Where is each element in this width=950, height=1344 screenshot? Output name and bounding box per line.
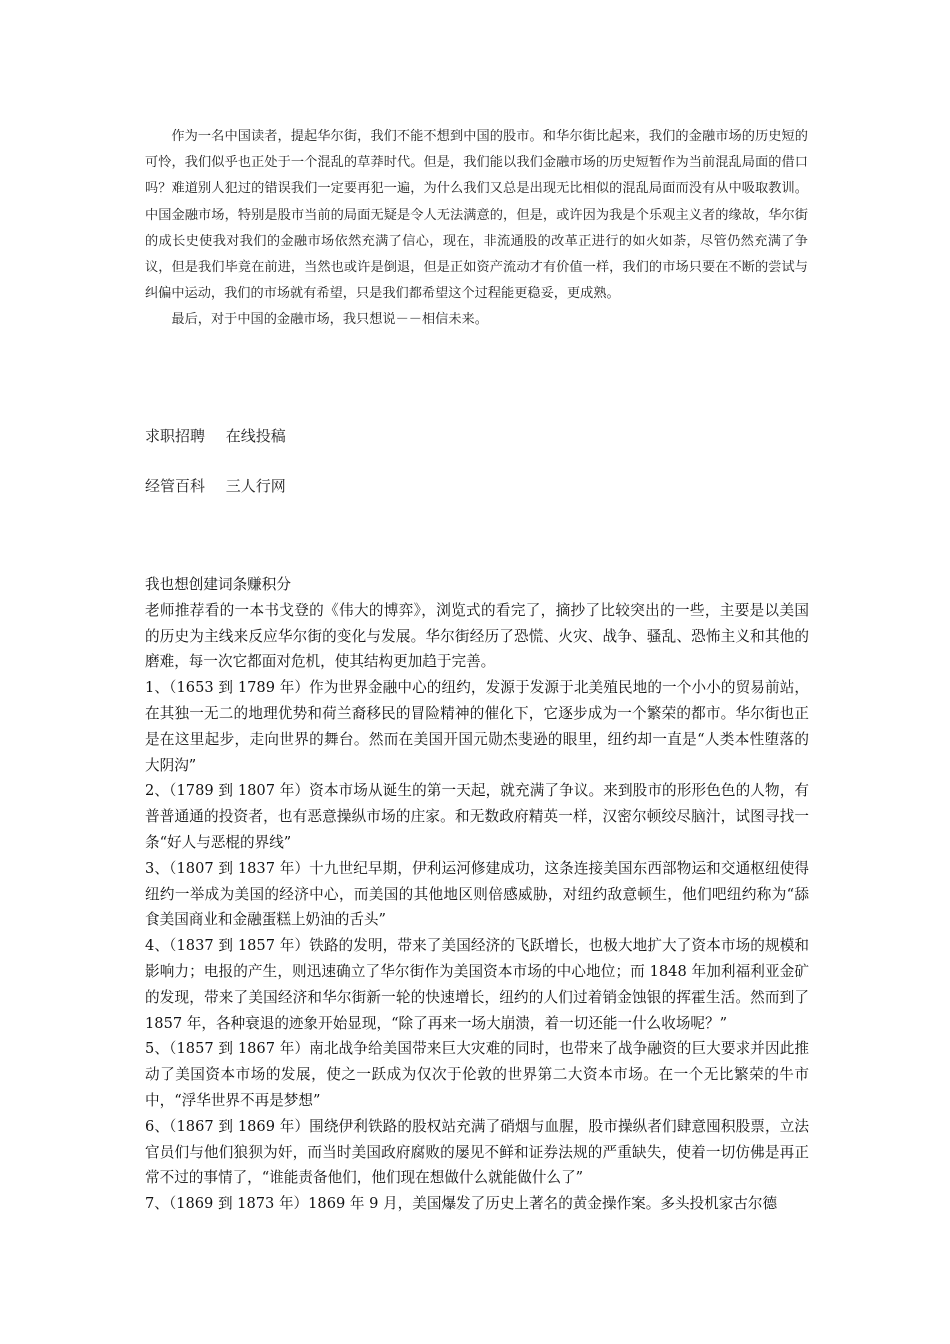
lead-paragraph: 老师推荐看的一本书戈登的《伟大的博弈》，浏览式的看完了，摘抄了比较突出的一些，主要是以美国的历史为主线来反应华尔街的变化与发展。华尔街经历了恐慌、火灾、战争、骚乱、恐怖主义和其他的磨难，每一次它都面对危机，使其结构更加趋于完善。 [145,601,809,671]
link-row [145,475,302,496]
link-sanrenxing[interactable]: 三人行网 [225,477,286,495]
list-item: 5、（1857 到 1867 年）南北战争给美国带来巨大灾难的同时，也带来了战争融资的巨大要求并因此推动了美国资本市场的发展，使之一跃成为仅次于伦敦的世界第二大资本市场。在一个无比繁荣的牛市中，“浮华世界不再是梦想” [145,1040,809,1109]
list-item: 4、（1837 到 1857 年）铁路的发明，带来了美国经济的飞跃增长，也极大地扩大了资本市场的规模和影响力；电报的产生，则迅速确立了华尔街作为美国资本市场的中心地位；而 1848 年加利福利亚金矿的发现，带来了美国经济和华尔街新一轮的快速增长，纽约的人们过着销金蚀银的挥霍生活。然而到了 1857 年，各种衰退的迹象开始显现，“除了再来一场大崩溃，着一切还能一什么收场呢？” [145,937,809,1032]
closing-paragraph: 最后，对于中国的金融市场，我只想说－－相信未来。 [171,312,488,328]
article-body [145,572,809,1217]
list-item: 6、（1867 到 1869 年）围绕伊利铁路的股权站充满了硝烟与血腥，股市操纵者们肆意囤积股票，立法官员们与他们狼狈为奸，而当时美国政府腐败的屡见不鲜和证券法规的严重缺失，使着一切仿佛是再正常不过的事情了，“谁能责备他们，他们现在想做什么就能做什么了” [145,1117,809,1187]
link-encyclopedia[interactable]: 经管百科 [145,477,206,495]
list-item: 2、（1789 到 1807 年）资本市场从诞生的第一天起，就充满了争议。来到股市的形形色色的人物，有普普通通的投资者，也有恶意操纵市场的庄家。和无数政府精英一样，汉密尔顿绞尽脑汁，试图寻找一条“好人与恶棍的界线” [145,782,809,851]
link-jobs[interactable]: 求职招聘 [145,427,206,445]
link-row [145,425,302,446]
list-item: 1、（1653 到 1789 年）作为世界金融中心的纽约，发源于发源于北美殖民地的一个小小的贸易前站，在其独一无二的地理优势和荷兰裔移民的冒险精神的催化下，它逐步成为一个繁荣的都市。华尔街也正是在这里起步，走向世界的舞台。然而在美国开国元勋杰斐逊的眼里，纽约却一直是“人类本性堕落的大阴沟” [145,679,809,774]
intro-paragraph: 作为一名中国读者，提起华尔街，我们不能不想到中国的股市。和华尔街比起来，我们的金融市场的历史短的可怜，我们似乎也正处于一个混乱的草莽时代。但是，我们能以我们金融市场的历史短暂作为当前混乱局面的借口吗？难道别人犯过的错误我们一定要再犯一遍，为什么我们又总是出现无比相似的混乱局面而没有从中吸取教训。中国金融市场，特别是股市当前的局面无疑是令人无法满意的，但是，或许因为我是个乐观主义者的缘故，华尔街的成长史使我对我们的金融市场依然充满了信心，现在，非流通股的改革正进行的如火如荼，尽管仍然充满了争议，但是我们毕竟在前进，当然也或许是倒退，但是正如资产流动才有价值一样，我们的市场只要在不断的尝试与纠偏中运动，我们的市场就有希望，只是我们都希望这个过程能更稳妥，更成熟。 [145,129,808,302]
link-submit[interactable]: 在线投稿 [225,427,286,445]
list-item: 3、（1807 到 1837 年）十九世纪早期，伊利运河修建成功，这条连接美国东西部物运和交通枢纽使得纽约一举成为美国的经济中心，而美国的其他地区则倍感威胁，对纽约敌意顿生，他们吧纽约称为“舔食美国商业和金融蛋糕上奶油的舌头” [145,859,809,929]
intro-section [145,124,808,334]
create-entry-heading: 我也想创建词条赚积分 [145,576,291,593]
list-item: 7、（1869 到 1873 年）1869 年 9 月，美国爆发了历史上著名的黄金操作案。多头投机家古尔德 [145,1195,778,1213]
